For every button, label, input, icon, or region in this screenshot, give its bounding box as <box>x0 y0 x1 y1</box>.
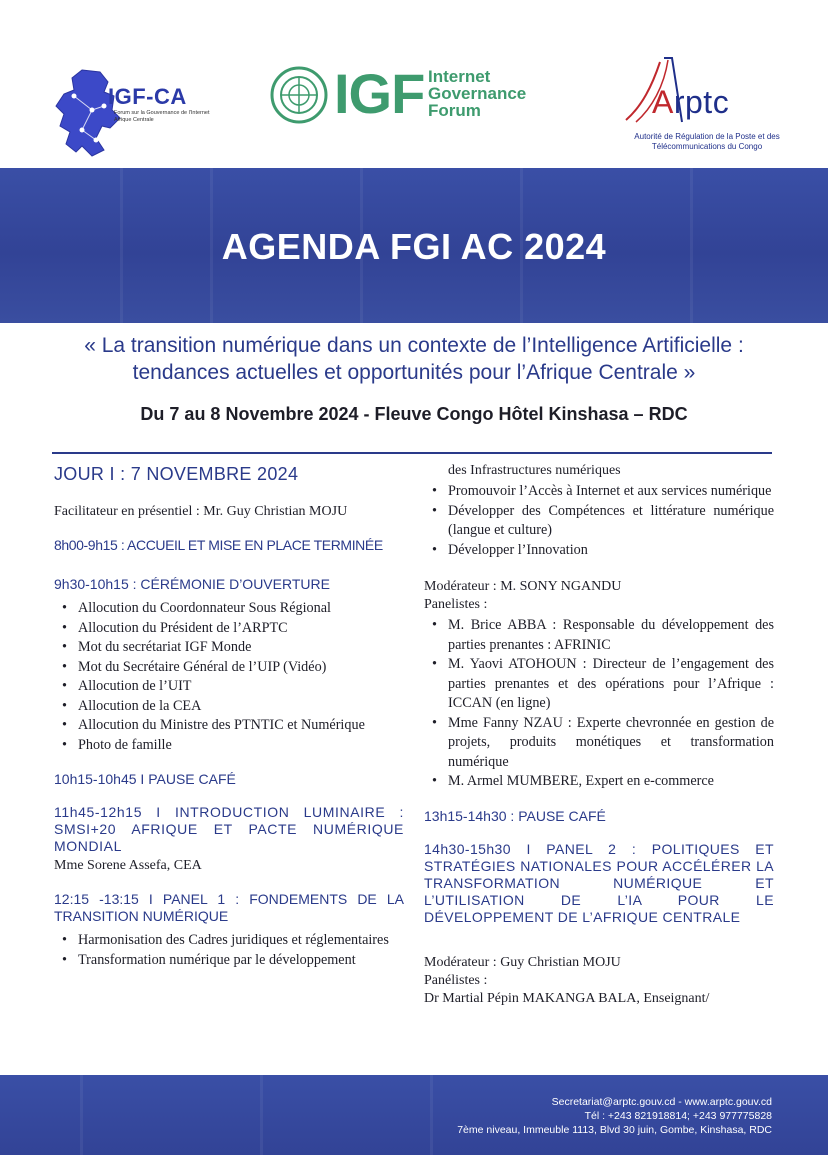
footer-email-web: Secretariat@arptc.gouv.cd - www.arptc.gouv.cd <box>551 1096 772 1108</box>
list-item: • Allocution de l’UIT <box>54 677 404 697</box>
agenda-right-column <box>424 462 774 1008</box>
keynote-speaker: Mme Sorene Assefa, CEA <box>54 858 202 873</box>
arptc-logo <box>612 56 782 156</box>
list-item: • Allocution du Coordonnateur Sous Régional <box>54 599 404 619</box>
panel-1-moderator: Modérateur : M. SONY NGANDU <box>424 579 622 594</box>
agenda-left-column <box>54 458 404 970</box>
list-item: • Mme Fanny NZAU : Experte chevronnée en gestion de projets, produits monétiques et transformation numérique <box>424 714 774 773</box>
list-item: • Allocution du Ministre des PTNTIC et Numérique <box>54 716 404 736</box>
session-welcome: 8h00-9h15 : ACCUEIL ET MISE EN PLACE TERMINÉE <box>54 537 383 553</box>
facilitator: Facilitateur en présentiel : Mr. Guy Christian MOJU <box>54 504 348 519</box>
panel-1-topics <box>54 931 404 970</box>
arptc-name: Arptc <box>652 84 730 120</box>
list-item: • Développer l’Innovation <box>424 541 774 561</box>
list-item: • Mot du Secrétaire Général de l’UIP (Vidéo) <box>54 658 404 678</box>
day-title: JOUR I : 7 NOVEMBRE 2024 <box>54 464 299 484</box>
session-panel-1: 12:15 -13:15 I PANEL 1 : FONDEMENTS DE LA TRANSITION NUMÉRIQUE <box>54 891 404 924</box>
list-item: • M. Yaovi ATOHOUN : Directeur de l’engagement des parties prenantes et des opérations pour l’Afrique : ICCAN (en ligne) <box>424 655 774 714</box>
list-item: • Développer des Compétences et littérature numérique (langue et culture) <box>424 502 774 541</box>
panel-1-topics-continued <box>424 482 774 560</box>
list-item: • M. Brice ABBA : Responsable du développement des parties prenantes : AFRINIC <box>424 616 774 655</box>
title-banner <box>0 168 828 323</box>
list-item: • Transformation numérique par le développement <box>54 951 404 971</box>
session-coffee-break-2: 13h15-14h30 : PAUSE CAFÉ <box>424 807 606 824</box>
panel-2-first-panelist: Dr Martial Pépin MAKANGA BALA, Enseignant/ <box>424 990 710 1006</box>
session-opening-ceremony: 9h30-10h15 : CÉRÉMONIE D’OUVERTURE <box>54 576 330 592</box>
igf-full-name: Internet Governance Forum <box>428 67 527 120</box>
list-item: • Harmonisation des Cadres juridiques et réglementaires <box>54 931 404 951</box>
igf-acronym: IGF <box>334 62 425 125</box>
list-item: • Allocution de la CEA <box>54 697 404 717</box>
arptc-subtitle: Autorité de Régulation de la Poste et des Télécommunications du Congo <box>634 132 780 151</box>
igfca-logo <box>52 66 222 158</box>
panel-1-panelists-label: Panelistes : <box>424 597 488 612</box>
session-coffee-break-1: 10h15-10h45 I PAUSE CAFÉ <box>54 771 236 787</box>
panel-2-moderator: Modérateur : Guy Christian MOJU <box>424 954 621 970</box>
event-dateline: Du 7 au 8 Novembre 2024 - Fleuve Congo Hôtel Kinshasa – RDC <box>140 404 688 424</box>
igfca-name: IGF-CA <box>108 84 187 109</box>
footer-phone: Tél : +243 821918814; +243 977775828 <box>584 1110 772 1122</box>
list-item: • Allocution du Président de l’ARPTC <box>54 619 404 639</box>
divider <box>52 452 772 454</box>
panel-2-panelists-label: Panélistes : <box>424 972 488 988</box>
footer-contact <box>457 1095 772 1137</box>
igf-logo <box>270 62 540 126</box>
footer <box>0 1075 828 1155</box>
agenda-title: AGENDA FGI AC 2024 <box>221 226 607 267</box>
event-theme: « La transition numérique dans un contexte de l’Intelligence Artificielle : tendances actuelles et opportunités pour l’Afrique Centrale » <box>84 334 744 384</box>
opening-ceremony-list <box>54 599 404 755</box>
igfca-subtitle: Forum sur la Gouvernance de l'Internet Afrique Centrale <box>114 110 210 123</box>
header-logos <box>0 0 828 168</box>
list-item: • Promouvoir l’Accès à Internet et aux services numérique <box>424 482 774 502</box>
session-panel-2: 14h30-15h30 I PANEL 2 : POLITIQUES ET STRATÉGIES NATIONALES POUR ACCÉLÉRER LA TRANSFORMATION NUMÉRIQUE ET L’UTILISATION DE L’IA POUR LE DÉVELOPPEMENT DE L’AFRIQUE CENTRALE <box>424 840 774 925</box>
footer-address: 7ème niveau, Immeuble 1113, Blvd 30 juin, Gombe, Kinshasa, RDC <box>457 1124 772 1136</box>
panel-1-panelists <box>424 616 774 792</box>
list-item: • M. Armel MUMBERE, Expert en e-commerce <box>424 772 774 792</box>
list-item: • Photo de famille <box>54 736 404 756</box>
un-emblem-icon <box>270 66 328 124</box>
session-keynote: 11h45-12h15 I INTRODUCTION LUMINAIRE : SMSI+20 AFRIQUE ET PACTE NUMÉRIQUE MONDIAL <box>54 804 404 854</box>
panel-1-topic-continued: des Infrastructures numériques <box>448 463 621 478</box>
list-item: • Mot du secrétariat IGF Monde <box>54 638 404 658</box>
